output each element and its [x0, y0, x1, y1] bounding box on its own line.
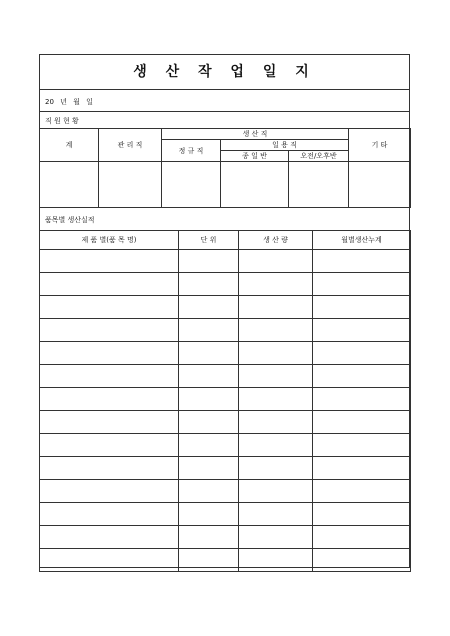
table-cell[interactable]: [239, 503, 313, 526]
table-cell[interactable]: [40, 411, 179, 434]
product-section-label: 품목별 생산실적: [45, 216, 95, 224]
table-cell[interactable]: [313, 480, 411, 503]
header-other: 기 타: [349, 129, 411, 162]
table-row: [40, 365, 411, 388]
header-monthly-total: 월별생산누계: [313, 231, 411, 250]
table-cell[interactable]: [179, 273, 239, 296]
header-unit: 단 위: [179, 231, 239, 250]
table-cell[interactable]: [313, 503, 411, 526]
production-log-form: [39, 54, 410, 568]
table-row: [40, 296, 411, 319]
table-cell[interactable]: [313, 526, 411, 549]
table-cell[interactable]: [179, 388, 239, 411]
table-cell[interactable]: [239, 342, 313, 365]
header-manager: 관 리 직: [99, 129, 162, 162]
table-cell[interactable]: [239, 319, 313, 342]
table-cell[interactable]: [179, 549, 239, 572]
table-cell[interactable]: [313, 342, 411, 365]
input-half-day[interactable]: [289, 162, 349, 208]
table-cell[interactable]: [313, 365, 411, 388]
table-row: [40, 526, 411, 549]
form-title: 생 산 작 업 일 지: [133, 64, 316, 80]
table-cell[interactable]: [40, 342, 179, 365]
table-cell[interactable]: [179, 503, 239, 526]
input-regular[interactable]: [162, 162, 221, 208]
table-row: [40, 319, 411, 342]
header-product-name: 제 품 별(품 목 명): [40, 231, 179, 250]
table-row: [40, 434, 411, 457]
input-total[interactable]: [40, 162, 99, 208]
header-daily: 일 용 직: [221, 140, 349, 151]
table-cell[interactable]: [313, 457, 411, 480]
table-cell[interactable]: [40, 365, 179, 388]
table-cell[interactable]: [40, 526, 179, 549]
table-cell[interactable]: [179, 365, 239, 388]
table-cell[interactable]: [179, 434, 239, 457]
input-full-day[interactable]: [221, 162, 289, 208]
table-cell[interactable]: [179, 457, 239, 480]
table-cell[interactable]: [179, 319, 239, 342]
table-cell[interactable]: [313, 250, 411, 273]
table-row: [40, 503, 411, 526]
table-cell[interactable]: [239, 388, 313, 411]
table-row: [40, 273, 411, 296]
table-cell[interactable]: [179, 480, 239, 503]
table-row: [40, 549, 411, 572]
table-row: [40, 250, 411, 273]
table-cell[interactable]: [40, 503, 179, 526]
table-cell[interactable]: [40, 549, 179, 572]
input-manager[interactable]: [99, 162, 162, 208]
table-cell[interactable]: [179, 250, 239, 273]
table-cell[interactable]: [313, 434, 411, 457]
table-row: [40, 457, 411, 480]
staff-table: [39, 128, 411, 208]
table-cell[interactable]: [239, 250, 313, 273]
table-row: [40, 411, 411, 434]
table-cell[interactable]: [40, 296, 179, 319]
input-other[interactable]: [349, 162, 411, 208]
table-cell[interactable]: [239, 273, 313, 296]
table-cell[interactable]: [313, 296, 411, 319]
product-rows: [40, 250, 411, 572]
table-row: [40, 342, 411, 365]
table-cell[interactable]: [40, 434, 179, 457]
table-cell[interactable]: [239, 296, 313, 319]
table-cell[interactable]: [239, 480, 313, 503]
table-cell[interactable]: [239, 526, 313, 549]
header-full-day: 종 일 반: [221, 151, 289, 162]
table-cell[interactable]: [40, 319, 179, 342]
table-row: [40, 480, 411, 503]
table-cell[interactable]: [40, 457, 179, 480]
table-cell[interactable]: [313, 273, 411, 296]
table-cell[interactable]: [179, 411, 239, 434]
header-production: 생 산 직: [162, 129, 349, 140]
table-cell[interactable]: [179, 526, 239, 549]
title-divider: [40, 89, 409, 90]
table-cell[interactable]: [313, 388, 411, 411]
date-line: 20 년 월 일: [45, 98, 93, 106]
table-cell[interactable]: [179, 296, 239, 319]
table-cell[interactable]: [239, 365, 313, 388]
table-cell[interactable]: [239, 457, 313, 480]
table-cell[interactable]: [313, 411, 411, 434]
staff-section-label: 직 원 현 황: [45, 117, 79, 125]
header-quantity: 생 산 량: [239, 231, 313, 250]
table-cell[interactable]: [239, 434, 313, 457]
header-regular: 정 규 직: [162, 140, 221, 162]
table-cell[interactable]: [239, 549, 313, 572]
table-cell[interactable]: [40, 480, 179, 503]
header-total: 계: [40, 129, 99, 162]
table-cell[interactable]: [40, 273, 179, 296]
divider: [40, 111, 409, 112]
table-cell[interactable]: [179, 342, 239, 365]
table-cell[interactable]: [40, 250, 179, 273]
header-half-day: 오전/오후반: [289, 151, 349, 162]
table-cell[interactable]: [40, 388, 179, 411]
table-cell[interactable]: [313, 319, 411, 342]
table-cell[interactable]: [239, 411, 313, 434]
product-table: [39, 230, 411, 572]
table-cell[interactable]: [313, 549, 411, 572]
table-row: [40, 388, 411, 411]
